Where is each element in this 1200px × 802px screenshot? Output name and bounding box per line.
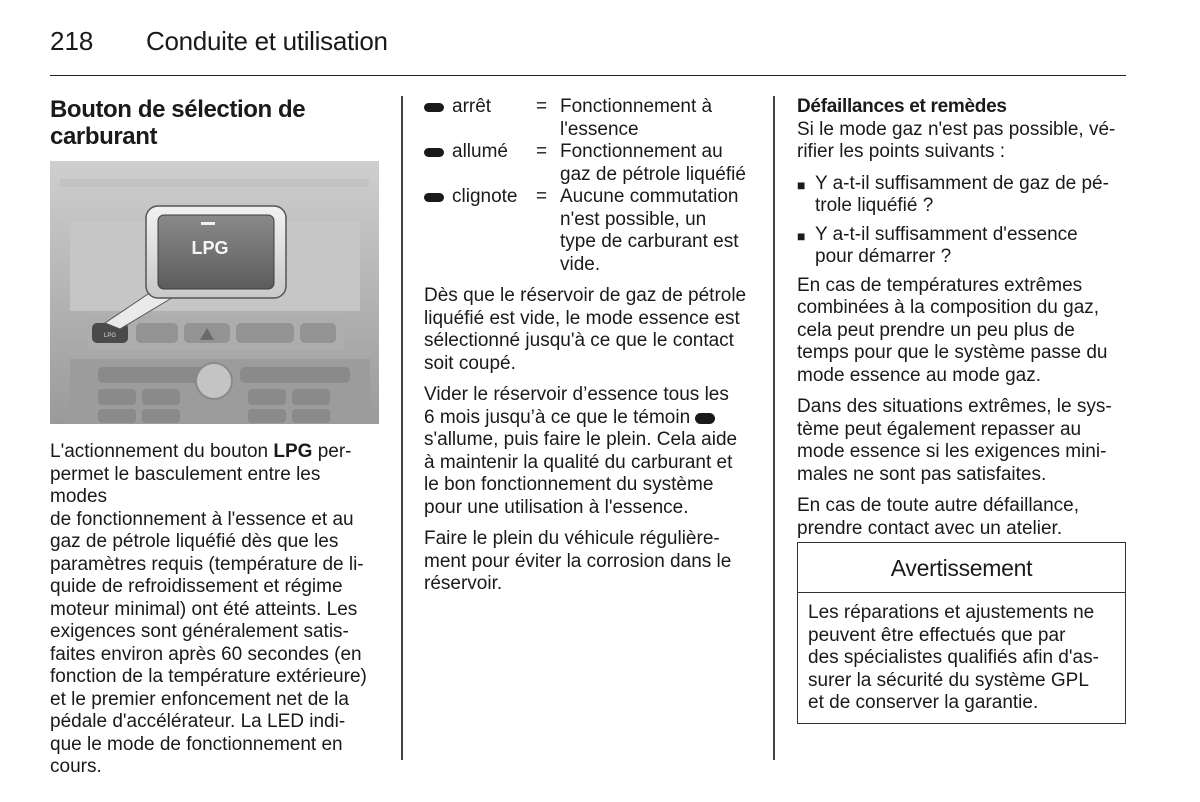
extreme-temp-paragraph: En cas de températures extrêmes combinées à la composition du gaz, cela peut prendre un peu plus de temps pour que le système passe du mode essence au mode gaz. (797, 274, 1108, 386)
led-on-icon (424, 148, 444, 157)
lpg-bold-term: LPG (273, 441, 313, 462)
right-column (797, 96, 1127, 549)
legend-row-off: arrêt = Fonctionnement à l'essence (424, 96, 760, 141)
dashboard-illustration (50, 161, 379, 424)
legend-row-on: allumé = Fonctionnement au gaz de pétrole liquéfié (424, 141, 760, 186)
lpg-small-label: LPG (103, 333, 117, 339)
led-legend (424, 96, 760, 276)
left-paragraph: L'actionnement du bouton LPG per- permet le basculement entre les modes de fonctionnement à l'essence et au gaz de pétrole liquéfié dès que les paramètres requis (température de li- quide de refroidissement et régime moteur minimal) ont été atteints. Les exigences sont généralement satis- faites environ après 60 secondes (en fonction de la température extérieure) et le premier enfoncement net de la pédale d'accélérateur. La LED indi- que le mode de fonctionnement en cours. (50, 441, 367, 777)
chapter-title: Conduite et utilisation (146, 26, 388, 56)
page-number: 218 (50, 26, 94, 56)
led-flashing-icon (424, 193, 444, 202)
other-failure-paragraph: En cas de toute autre défaillance, prendre contact avec un atelier. (797, 495, 1080, 539)
warning-text: Les réparations et ajustements ne peuvent être effectués que par des spécialistes qualifiés afin d'as- surer la sécurité du système GPL et de conserver la garantie. (808, 602, 1099, 713)
corrosion-paragraph: Faire le plein du véhicule régulière- ment pour éviter la corrosion dans le réservoir. (424, 528, 732, 594)
section-heading: Bouton de sélection de carburant (50, 96, 306, 150)
warning-title: Avertissement (798, 543, 1125, 593)
left-column (50, 96, 380, 150)
lpg-button-figure (50, 161, 379, 424)
extreme-situation-paragraph: Dans des situations extrêmes, le sys- tème peut également repasser au mode essence si les exigences mini- males ne sont pas satisfaites. (797, 396, 1112, 485)
legend-row-flashing: clignote = Aucune commutation n'est possible, un type de carburant est vide. (424, 186, 760, 276)
refill-paragraph: Vider le réservoir d’essence tous les 6 mois jusqu’à ce que le témoin s'allume, puis faire le plein. Cela aide à maintenir la qualité du carburant et le bon fonctionnement du système pour une utilisation à l'essence. (424, 384, 738, 518)
empty-tank-paragraph: Dès que le réservoir de gaz de pétrole liquéfié est vide, le mode essence est sélectionné jusqu'à ce que le contact soit coupé. (424, 285, 747, 374)
list-item: ■ Y a-t-il suffisamment de gaz de pé- trole liquéfié ? (797, 172, 1109, 216)
column-divider (401, 96, 403, 760)
troubleshooting-heading: Défaillances et remèdes (797, 96, 1007, 117)
warning-box (797, 542, 1126, 724)
middle-column (424, 96, 760, 605)
troubleshooting-intro: Si le mode gaz n'est pas possible, vé- rifier les points suivants : (797, 118, 1116, 162)
led-off-icon (424, 103, 444, 112)
column-divider (773, 96, 775, 760)
bullet-icon: ■ (797, 176, 806, 193)
warning-light-icon (695, 413, 715, 424)
lpg-button-label: LPG (191, 238, 229, 258)
list-item: ■ Y a-t-il suffisamment d'essence pour démarrer ? (797, 223, 1078, 267)
page-header (50, 26, 1126, 76)
bullet-icon: ■ (797, 227, 806, 244)
